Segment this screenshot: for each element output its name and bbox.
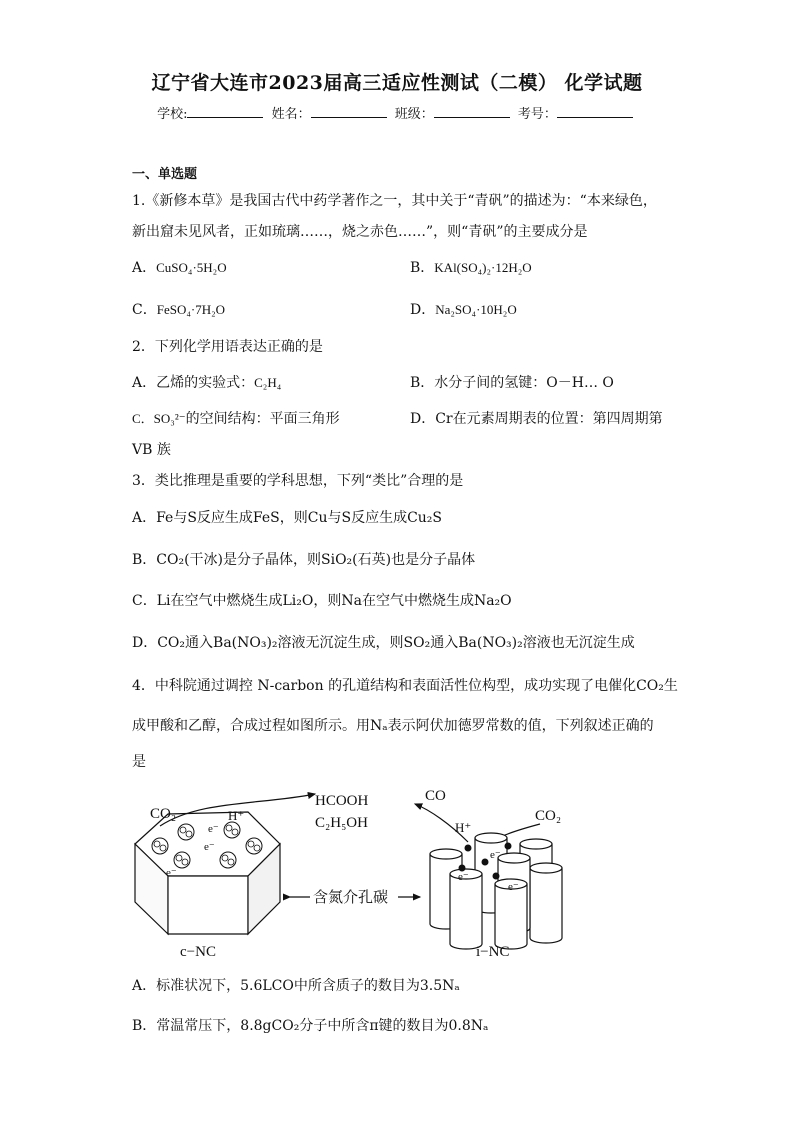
q3-option-b[interactable]: B．CO₂(干冰)是分子晶体，则SiO₂(石英)也是分子晶体 <box>132 552 476 568</box>
c2h5oh-label: C₂H₅OH <box>315 815 368 831</box>
q3-stem: 3．类比推理是重要的学科思想，下列“类比”合理的是 <box>132 473 464 489</box>
q1-option-d[interactable]: D．Na₂SO₄·10H₂O <box>410 302 517 318</box>
mesoporous-carbon-label: 含氮介孔碳 <box>313 890 389 906</box>
name-blank[interactable] <box>311 105 387 118</box>
q2-stem: 2．下列化学用语表达正确的是 <box>132 339 323 355</box>
q1-option-c[interactable]: C．FeSO₄·7H₂O <box>132 302 226 318</box>
q1-option-b[interactable]: B．KAl(SO₄)₂·12H₂O <box>410 260 532 276</box>
h-left-label: H⁺ <box>228 808 245 823</box>
name-label: 姓名： <box>271 107 311 122</box>
co-label: CO <box>425 788 446 804</box>
page-title: 辽宁省大连市2023届高三适应性测试（二模） 化学试题 <box>151 72 643 94</box>
q3-option-d[interactable]: D．CO₂通入Ba(NO₃)₂溶液无沉淀生成，则SO₂通入Ba(NO₃)₂溶液也无沉淀生成 <box>132 635 635 651</box>
electron-label: e⁻ <box>204 841 215 853</box>
electron-label: e⁻ <box>508 881 519 893</box>
q2-option-d-line2: VB 族 <box>132 442 171 458</box>
catalysis-diagram <box>130 780 590 965</box>
student-info-line <box>0 103 794 122</box>
electron-label: e⁻ <box>208 823 219 835</box>
q4-option-b[interactable]: B．常温常压下，8.8gCO₂分子中所含π键的数目为0.8Nₐ <box>132 1018 489 1034</box>
q2-option-c[interactable]: C．SO₃²⁻的空间结构：平面三角形 <box>132 411 340 427</box>
q4-option-a[interactable]: A．标准状况下，5.6LCO中所含质子的数目为3.5Nₐ <box>132 978 460 994</box>
electron-label: e⁻ <box>490 849 501 861</box>
class-blank[interactable] <box>434 105 510 118</box>
number-label: 考号： <box>517 107 557 122</box>
h-right-label: H⁺ <box>455 820 472 835</box>
q2-option-a[interactable]: A．乙烯的实验式：C₂H₄ <box>132 375 282 391</box>
school-blank[interactable] <box>187 105 263 118</box>
school-label: 学校: <box>157 107 188 122</box>
q1-stem-line1: 1.《新修本草》是我国古代中药学著作之一，其中关于“青矾”的描述为：“本来绿色， <box>132 193 657 209</box>
i-nc-label: i−NC <box>476 944 510 960</box>
co2-left-label: CO₂ <box>150 806 177 822</box>
section-heading: 一、单选题 <box>132 167 198 182</box>
q1-option-a[interactable]: A．CuSO₄·5H₂O <box>132 260 227 276</box>
q4-stem-line3: 是 <box>132 754 146 770</box>
number-blank[interactable] <box>557 105 633 118</box>
q4-stem-line1: 4．中科院通过调控 N-carbon 的孔道结构和表面活性位构型，成功实现了电催化CO₂生 <box>132 678 678 694</box>
hcooh-label: HCOOH <box>315 793 369 809</box>
c-nc-label: c−NC <box>180 944 216 960</box>
q3-option-a[interactable]: A．Fe与S反应生成FeS，则Cu与S反应生成Cu₂S <box>132 510 443 526</box>
q1-stem-line2: 新出窟未见风者，正如琉璃……，烧之赤色……”，则“青矾”的主要成分是 <box>132 224 588 240</box>
class-label: 班级： <box>394 107 434 122</box>
q2-option-b[interactable]: B．水分子间的氢键：O－H… O <box>410 375 614 391</box>
electron-label: e⁻ <box>458 871 469 883</box>
q4-stem-line2: 成甲酸和乙醇，合成过程如图所示。用Nₐ表示阿伏加德罗常数的值，下列叙述正确的 <box>132 718 654 734</box>
electron-label: e⁻ <box>166 867 177 879</box>
q3-option-c[interactable]: C．Li在空气中燃烧生成Li₂O，则Na在空气中燃烧生成Na₂O <box>132 593 512 609</box>
q2-option-d-line1[interactable]: D．Cr在元素周期表的位置：第四周期第 <box>410 411 663 427</box>
co2-right-label: CO₂ <box>535 808 562 824</box>
